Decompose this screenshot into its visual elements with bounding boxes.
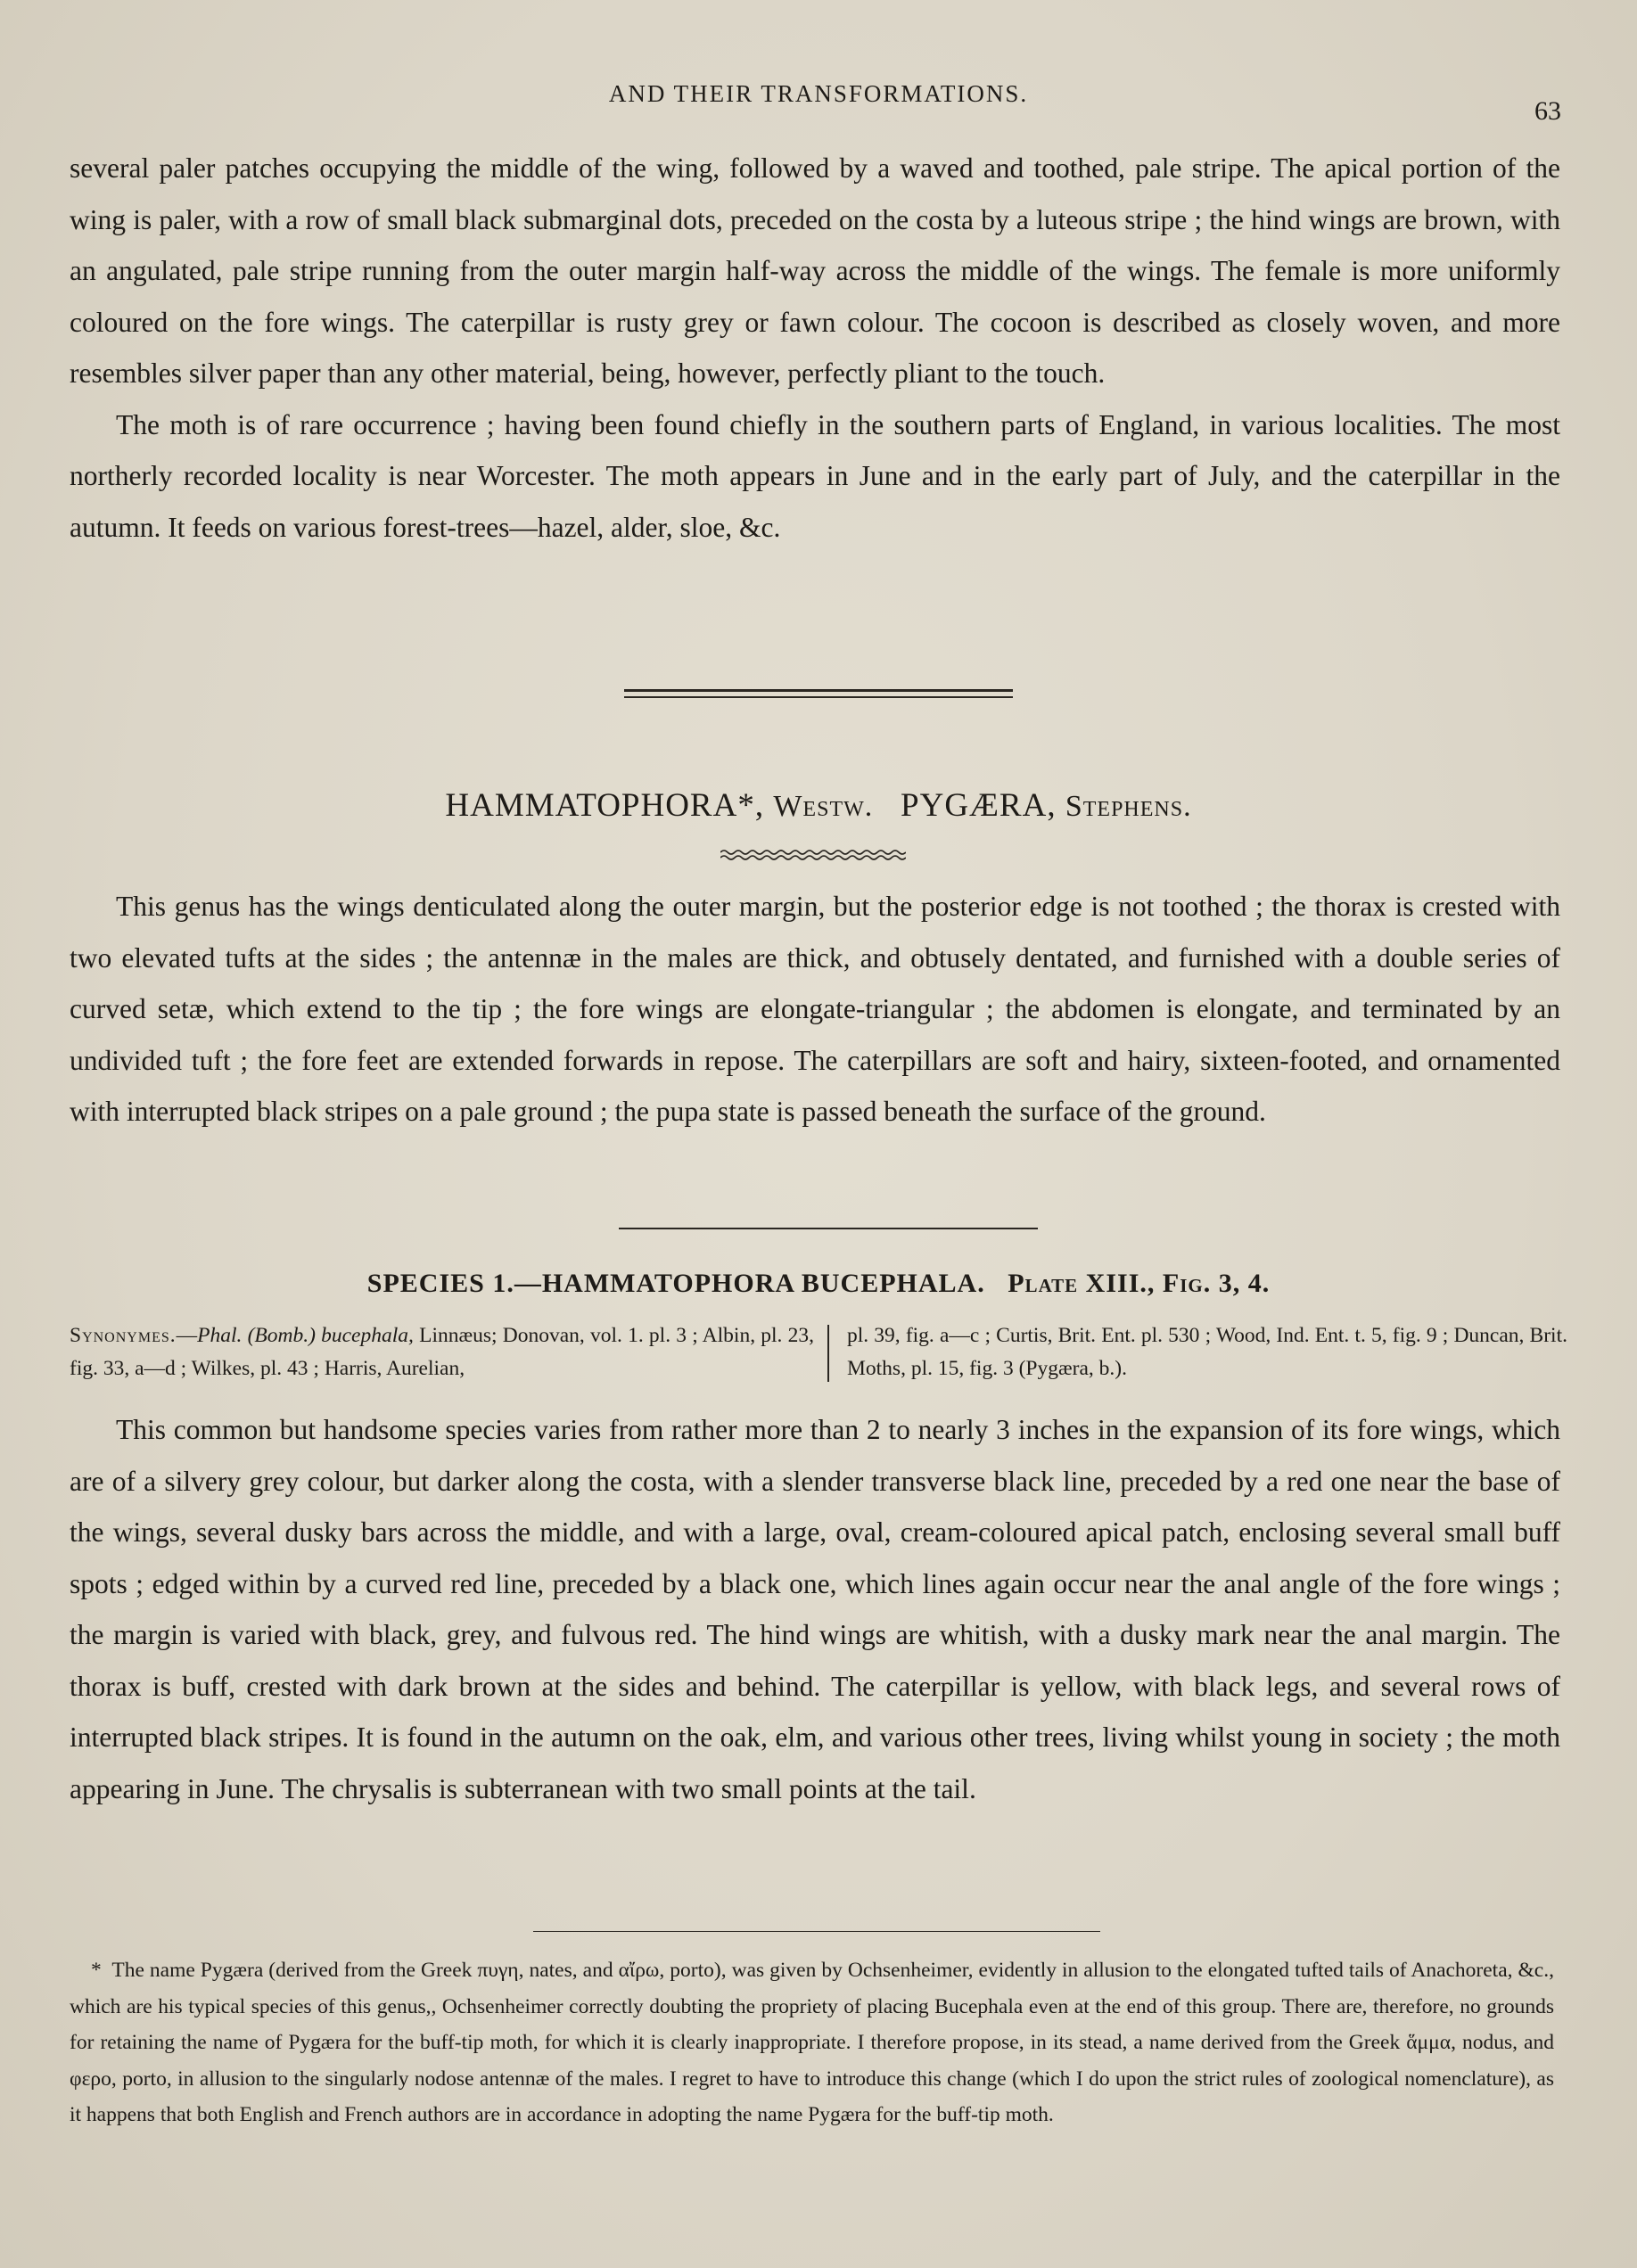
page-number: 63 (1534, 96, 1561, 126)
running-head: AND THEIR TRANSFORMATIONS. (608, 80, 1029, 107)
intro-text (70, 143, 1560, 553)
intro-paragraph-1: several paler patches occupying the middle of the wing, followed by a waved and toothed, pale stripe. The apical portion of the wing is paler, with a row of small black submarginal dots, preceded on the costa by a luteous stripe ; the hind wings are brown, with an angulated, pale stripe running from the outer margin half-way across the middle of the wings. The female is more uniformly coloured on the fore wings. The caterpillar is rusty grey or fawn colour. The cocoon is described as closely woven, and more resembles silver paper than any other material, being, however, perfectly pliant to the touch. (70, 152, 1560, 389)
footnote-paragraph (70, 1952, 1554, 2133)
synonymes-taxon: Phal. (Bomb.) bucephala, (197, 1324, 414, 1347)
genus-footnote-marker: *, (737, 787, 765, 824)
synonymes-right-column: pl. 39, fig. a—c ; Curtis, Brit. Ent. pl. 530 ; Wood, Ind. Ent. t. 5, fig. 9 ; Duncan, Brit. Moths, pl. 15, fig. 3 (Pygæra, b.). (847, 1324, 1567, 1380)
genus-name: HAMMATOPHORA (445, 787, 738, 824)
species-plate-reference: Plate XIII., Fig. 3, 4. (1008, 1269, 1271, 1298)
genus-description (70, 881, 1560, 1138)
section-divider-double (624, 689, 1013, 698)
section-divider-single (619, 1228, 1038, 1229)
synonymes-left-text: Linnæus; Donovan, vol. 1. pl. 3 ; Albin, pl. 23, fig. 33, a—d ; Wilkes, pl. 43 ; Harris, Aurelian, (70, 1324, 814, 1380)
synonymes-left-column (70, 1319, 814, 1385)
species-description-paragraph: This common but handsome species varies from rather more than 2 to nearly 3 inches in the expansion of its fore wings, which are of a silvery grey colour, but darker along the costa, with a slender transverse black line, preceded by a red one near the base of the wings, several dusky bars across the middle, and with a large, oval, cream-coloured apical patch, enclosing several small buff spots ; edged within by a curved red line, preceded by a black one, which lines again occur near the anal angle of the fore wings ; the margin is varied with black, grey, and fulvous red. The hind wings are whitish, with a dusky mark near the anal margin. The thorax is buff, crested with dark brown at the sides and behind. The caterpillar is yellow, with black legs, and several rows of interrupted black stripes. It is found in the autumn on the oak, elm, and various other trees, living whilst young in society ; the moth appearing in June. The chrysalis is subterranean with two small points at the tail. (70, 1414, 1560, 1804)
genus-heading (0, 786, 1637, 825)
footnote-rule (533, 1931, 1100, 1932)
species-title: SPECIES 1.—HAMMATOPHORA BUCEPHALA. (366, 1269, 985, 1298)
species-description (70, 1404, 1560, 1814)
footnote-marker: * (91, 1959, 102, 1982)
synonymes-column-divider (827, 1325, 829, 1382)
synonymes-dash: — (176, 1324, 198, 1347)
footnote-text: The name Pygæra (derived from the Greek πυγη, nates, and αἴρω, porto), was given by Ochsenheimer, evidently in allusion to the elongated tufted tails of Anachoreta, &c., which are his typical species of this genus,, Ochsenheimer correctly doubting the propriety of placing Bucephala even at the end of this group. There are, therefore, no grounds for retaining the name of Pygæra for the buff-tip moth, for which it is clearly inappropriate. I therefore propose, in its stead, a name derived from the Greek ἅμμα, nodus, and φερο, porto, in allusion to the singularly nodose antennæ of the males. I regret to have to introduce this change (which I do upon the strict rules of zoological nomenclature), as it happens that both English and French authors are in accordance in adopting the name Pygæra for the buff-tip moth. (70, 1959, 1554, 2126)
synonymes-label: Synonymes. (70, 1324, 177, 1347)
genus-author: Westw. (773, 790, 874, 823)
genus-description-paragraph: This genus has the wings denticulated along the outer margin, but the posterior edge is not toothed ; the thorax is crested with two elevated tufts at the sides ; the antennæ in the males are thick, and obtusely dentated, and furnished with a double series of curved setæ, which extend to the tip ; the fore wings are elongate-triangular ; the abdomen is elongate, and terminated by an undivided tuft ; the fore feet are extended forwards in repose. The caterpillars are soft and hairy, sixteen-footed, and ornamented with interrupted black stripes on a pale ground ; the pupa state is passed beneath the surface of the ground. (70, 891, 1560, 1127)
intro-paragraph-2: The moth is of rare occurrence ; having been found chiefly in the southern parts of England, in various localities. The most northerly recorded locality is near Worcester. The moth appears in June and in the early part of July, and the caterpillar in the autumn. It feeds on various forest-trees—hazel, alder, sloe, &c. (70, 408, 1560, 543)
footnote (70, 1952, 1554, 2133)
wavy-rule-ornament (720, 849, 906, 861)
species-heading (0, 1269, 1637, 1299)
genus-synonym-author: Stephens. (1065, 790, 1192, 823)
genus-synonym-name: PYGÆRA, (901, 787, 1057, 824)
